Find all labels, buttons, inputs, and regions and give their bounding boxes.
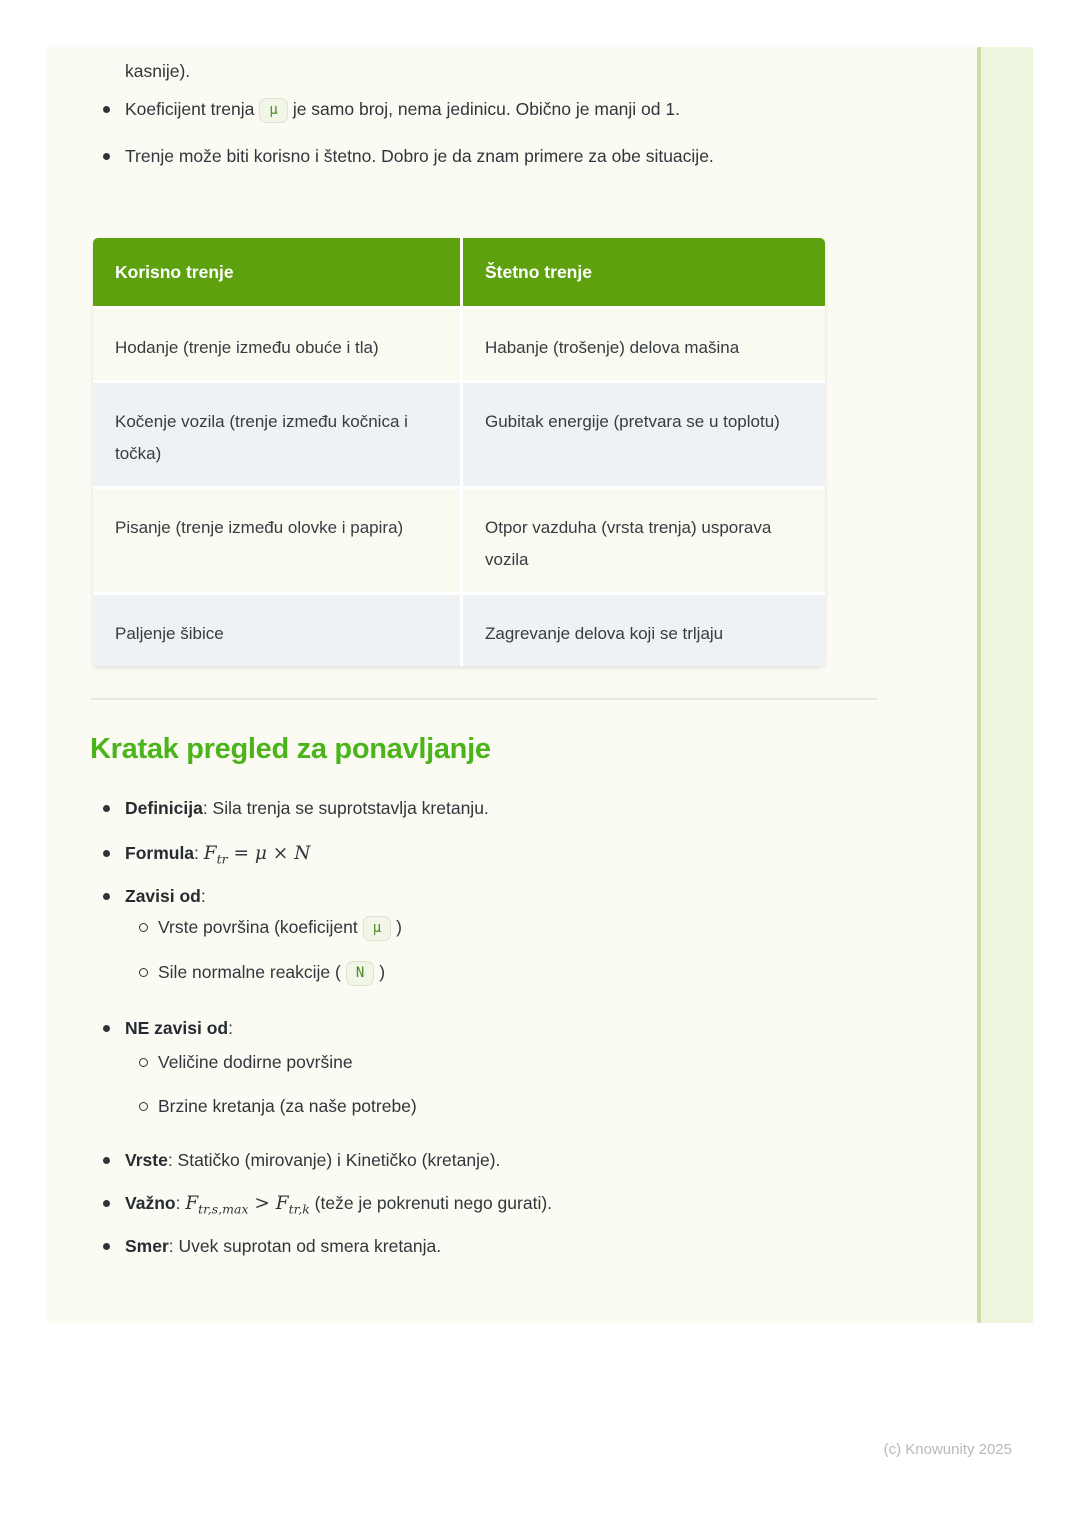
sub-item-brzine-kretanja xyxy=(158,1094,878,1118)
intro-bullet-koeficijent xyxy=(125,97,865,123)
bullet-dot-icon xyxy=(103,1025,110,1032)
section-divider xyxy=(91,698,877,700)
item-label: NE zavisi od xyxy=(125,1018,229,1038)
item-colon: : xyxy=(194,843,204,863)
table-header-stetno: Štetno trenje xyxy=(463,238,825,306)
table-cell: Habanje (trošenje) delova mašina xyxy=(463,309,825,380)
bullet-dot-icon xyxy=(103,850,110,857)
bullet-dot-icon xyxy=(103,1200,110,1207)
item-text-post: (teže je pokrenuti nego gurati). xyxy=(309,1193,553,1213)
notebook-edge-strip xyxy=(977,47,1033,1323)
bullet-text-post: je samo broj, nema jedinicu. Obično je manji od 1. xyxy=(292,99,680,119)
summary-item-smer xyxy=(125,1234,885,1258)
table-cell: Kočenje vozila (trenje između kočnica i točka) xyxy=(93,383,460,486)
sub-item-vrste-povrsina xyxy=(158,915,878,941)
summary-item-zavisi-od xyxy=(125,884,885,908)
item-label: Formula xyxy=(125,843,195,863)
n-chip: N xyxy=(346,961,374,986)
sub-item-velicine-dodirne xyxy=(158,1050,878,1074)
table-cell: Paljenje šibice xyxy=(93,595,460,666)
table-cell: Pisanje (trenje između olovke i papira) xyxy=(93,489,460,592)
item-colon: : xyxy=(200,886,206,906)
hollow-bullet-icon xyxy=(139,1102,148,1111)
sub-item-post: ) xyxy=(379,962,386,982)
bullet-dot-icon xyxy=(103,1243,110,1250)
table-header-korisno: Korisno trenje xyxy=(93,238,460,306)
item-label: Smer xyxy=(125,1236,169,1256)
hollow-bullet-icon xyxy=(139,968,148,977)
sub-item-pre: Vrste površina (koeficijent xyxy=(158,917,358,937)
table-cell: Hodanje (trenje između obuće i tla) xyxy=(93,309,460,380)
bullet-dot-icon xyxy=(103,1157,110,1164)
mu-chip: µ xyxy=(259,98,287,123)
item-text: : Uvek suprotan od smera kretanja. xyxy=(168,1236,442,1256)
table-cell: Otpor vazduha (vrsta trenja) usporava vozila xyxy=(463,489,825,592)
table-cell: Zagrevanje delova koji se trljaju xyxy=(463,595,825,666)
intro-continuation: kasnije). xyxy=(125,61,191,81)
bullet-text-pre: Koeficijent trenja xyxy=(125,99,255,119)
summary-item-vazno xyxy=(125,1191,925,1222)
sub-item-sile-normalne xyxy=(158,960,878,986)
bullet-dot-icon xyxy=(103,106,110,113)
sub-item-post: ) xyxy=(396,917,402,937)
item-text: : Sila trenja se suprotstavlja kretanju. xyxy=(202,798,489,818)
item-label: Definicija xyxy=(125,798,203,818)
item-colon: : xyxy=(175,1193,186,1213)
bullet-dot-icon xyxy=(103,893,110,900)
bullet-dot-icon xyxy=(103,153,110,160)
item-label: Zavisi od xyxy=(125,886,201,906)
formula-math: $F_{tr} = \mu \times N$ xyxy=(203,843,311,867)
vazno-math: $F_{tr,s,max} > F_{tr,k}$ xyxy=(185,1193,310,1217)
summary-item-vrste xyxy=(125,1148,885,1172)
sub-item-text: Veličine dodirne površine xyxy=(158,1052,353,1072)
summary-item-definicija xyxy=(125,796,885,820)
mu-chip: µ xyxy=(363,916,391,941)
summary-item-ne-zavisi-od xyxy=(125,1016,885,1040)
note-page-card xyxy=(47,47,977,1323)
item-label: Vrste xyxy=(125,1150,168,1170)
item-text: : Statičko (mirovanje) i Kinetičko (kretanje). xyxy=(167,1150,501,1170)
table-cell: Gubitak energije (pretvara se u toplotu) xyxy=(463,383,825,486)
sub-item-pre: Sile normalne reakcije ( xyxy=(158,962,341,982)
section-title: Kratak pregled za ponavljanje xyxy=(90,733,491,765)
item-label: Važno xyxy=(125,1193,176,1213)
hollow-bullet-icon xyxy=(139,1058,148,1067)
summary-item-formula xyxy=(125,841,885,872)
item-colon: : xyxy=(228,1018,233,1038)
intro-bullet-trenje xyxy=(125,139,753,174)
footer-copyright: (c) Knowunity 2025 xyxy=(883,1441,1012,1458)
sub-item-text: Brzine kretanja (za naše potrebe) xyxy=(158,1096,417,1116)
bullet-text: Trenje može biti korisno i štetno. Dobro je da znam primere za obe situacije. xyxy=(125,146,714,166)
hollow-bullet-icon xyxy=(139,923,148,932)
bullet-dot-icon xyxy=(103,805,110,812)
friction-table xyxy=(93,238,825,666)
